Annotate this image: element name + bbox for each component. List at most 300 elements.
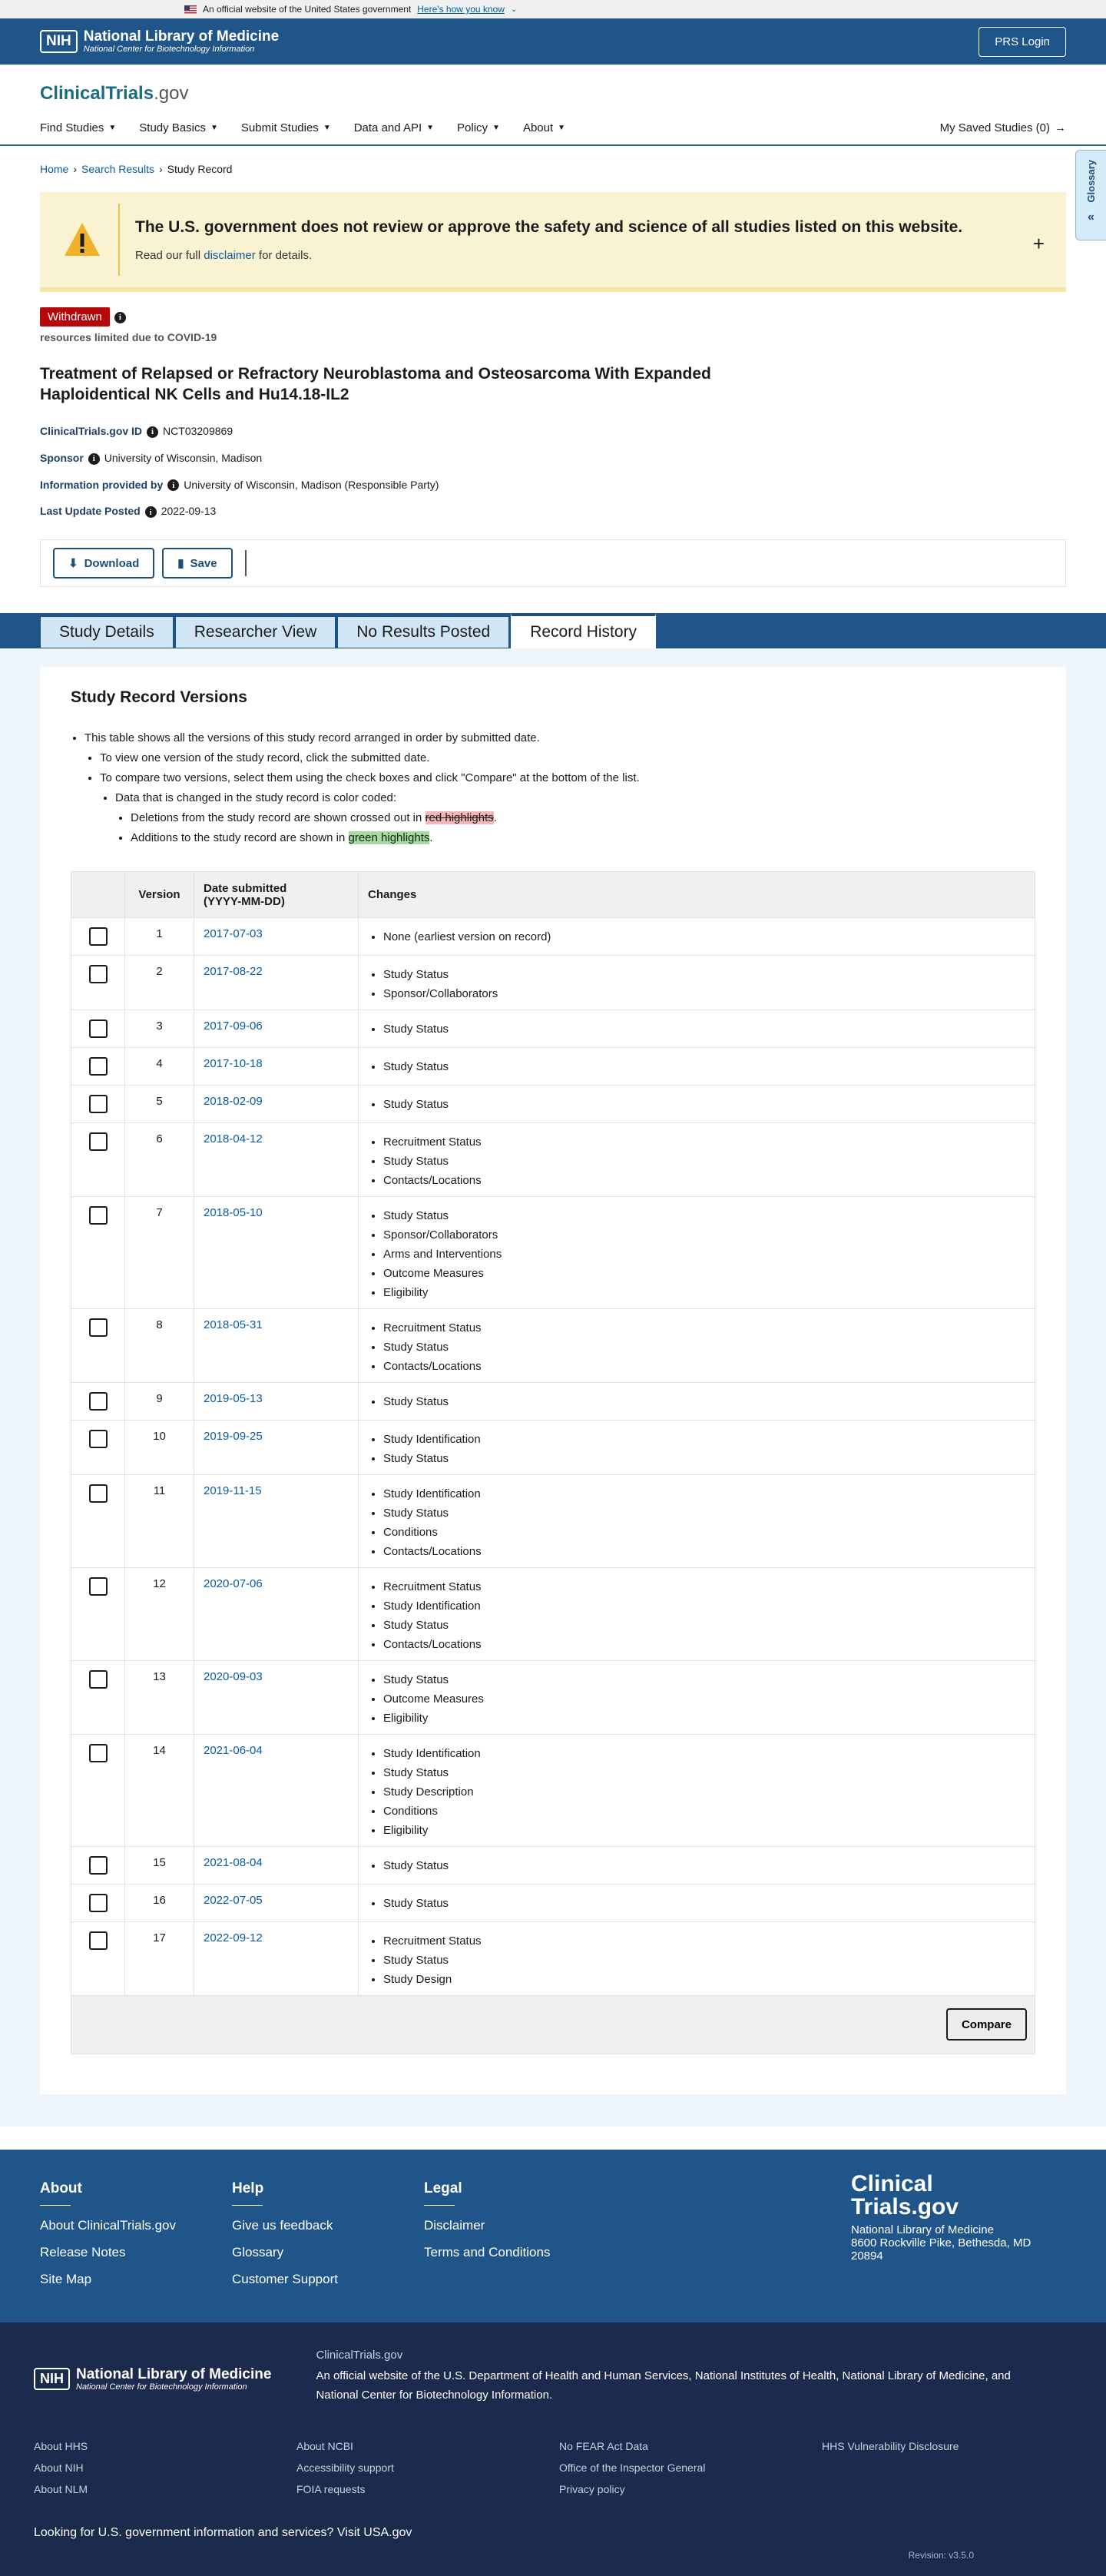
footer-about-heading: About <box>40 2180 82 2197</box>
version-number: 2 <box>125 956 194 1010</box>
version-checkbox[interactable] <box>89 1670 108 1689</box>
date-header-line2: (YYYY-MM-DD) <box>204 894 285 908</box>
chevron-down-icon: ▼ <box>558 124 566 132</box>
footer-link-oig[interactable]: Office of the Inspector General <box>559 2462 706 2475</box>
change-item: • Contacts/Locations <box>383 1542 1025 1561</box>
version-number: 4 <box>125 1048 194 1086</box>
version-number: 9 <box>125 1383 194 1421</box>
version-date-link[interactable]: 2020-09-03 <box>204 1670 263 1684</box>
change-item: • Eligibility <box>383 1283 1025 1302</box>
change-item: • Study Status <box>383 1449 1025 1468</box>
change-item: • Study Status <box>383 1392 1025 1411</box>
footer-link-support[interactable]: Customer Support <box>232 2272 338 2287</box>
footer-nih-subtitle: National Center for Biotechnology Information <box>76 2382 247 2392</box>
arrow-right-icon: → <box>1055 121 1066 134</box>
link-ncbi[interactable]: National Center for Biotechnology Information <box>316 2389 549 2402</box>
version-date-link[interactable]: 2018-04-12 <box>204 1132 263 1146</box>
changes-list <box>368 1484 1025 1561</box>
version-date-cell <box>194 918 359 956</box>
footer-brand-line1: Clinical <box>851 2171 933 2197</box>
version-date-link[interactable]: 2018-05-10 <box>204 1206 263 1220</box>
versions-table-body <box>71 918 1035 1996</box>
prs-login-button[interactable]: PRS Login <box>979 27 1066 57</box>
version-checkbox-cell <box>71 1885 125 1922</box>
instr-intro: • This table shows all the versions of this study record arranged in order by submitted date. <box>84 728 1035 748</box>
change-item: • Study Description <box>383 1782 1025 1802</box>
footer-link-about-nih[interactable]: About NIH <box>34 2462 84 2475</box>
version-number: 15 <box>125 1847 194 1885</box>
warning-icon <box>63 220 101 259</box>
version-checkbox-cell <box>71 1309 125 1383</box>
version-changes-cell <box>359 1048 1035 1086</box>
footer-link-accessibility[interactable]: Accessibility support <box>296 2462 394 2475</box>
action-divider <box>245 550 247 576</box>
version-date-link[interactable]: 2022-07-05 <box>204 1894 263 1908</box>
version-checkbox-cell <box>71 1197 125 1309</box>
version-number: 16 <box>125 1885 194 1922</box>
version-date-link[interactable]: 2021-06-04 <box>204 1744 263 1758</box>
change-item: • Study Status <box>383 1951 1025 1970</box>
footer-address-2: 8600 Rockville Pike, Bethesda, MD <box>851 2236 1031 2250</box>
version-checkbox[interactable] <box>89 1430 108 1448</box>
footer-legal-heading: Legal <box>424 2180 462 2197</box>
last-update-row <box>40 505 1066 518</box>
clinicaltrials-logo[interactable] <box>40 83 1066 104</box>
add-text: Additions to the study record are shown in <box>131 831 346 845</box>
main-nav <box>40 121 1066 134</box>
version-checkbox[interactable] <box>89 1894 108 1912</box>
changes-column-header: Changes <box>359 872 1035 918</box>
footer-official-info <box>316 2349 1022 2405</box>
table-row <box>71 1661 1035 1735</box>
alert-text <box>135 249 962 262</box>
version-number: 1 <box>125 918 194 956</box>
info-icon[interactable]: i <box>88 453 100 465</box>
version-checkbox[interactable] <box>89 965 108 983</box>
table-row <box>71 1847 1035 1885</box>
change-item: • Recruitment Status <box>383 1318 1025 1338</box>
my-saved-studies-link[interactable] <box>940 121 1066 134</box>
tab-no-results-posted[interactable]: No Results Posted <box>337 616 509 648</box>
footer-about-column <box>40 2180 232 2322</box>
version-date-cell <box>194 1847 359 1885</box>
version-number: 12 <box>125 1568 194 1661</box>
compare-button[interactable]: Compare <box>946 2008 1027 2041</box>
version-checkbox[interactable] <box>89 1577 108 1596</box>
footer-help-column <box>232 2180 424 2322</box>
checkbox-column-header <box>71 872 125 918</box>
version-changes-cell <box>359 1847 1035 1885</box>
change-item: • Eligibility <box>383 1821 1025 1840</box>
study-tabs <box>0 613 1106 648</box>
how-you-know-link[interactable]: Here's how you know <box>417 4 505 15</box>
version-number: 13 <box>125 1661 194 1735</box>
instr-bullet-2: • To compare two versions, select them using the check boxes and click "Compare" at the bottom of the list. <box>100 768 1035 788</box>
table-row <box>71 1735 1035 1847</box>
footer-link-foia[interactable]: FOIA requests <box>296 2483 366 2496</box>
version-date-cell <box>194 1010 359 1048</box>
version-number: 5 <box>125 1086 194 1123</box>
version-changes-cell <box>359 1475 1035 1568</box>
version-changes-cell <box>359 1922 1035 1996</box>
nih-header <box>0 18 1106 65</box>
footer-nih-title: National Library of Medicine <box>76 2365 272 2382</box>
nav-data-api[interactable] <box>354 121 434 134</box>
version-date-link[interactable]: 2017-09-06 <box>204 1019 263 1033</box>
link-nih[interactable]: National Institutes of Health <box>694 2369 836 2383</box>
change-item: • Outcome Measures <box>383 1264 1025 1283</box>
change-item: • Study Identification <box>383 1596 1025 1616</box>
version-number: 10 <box>125 1421 194 1475</box>
change-item: • Study Status <box>383 1095 1025 1114</box>
glossary-tab-label: Glossary <box>1085 160 1097 203</box>
footer-link-release-notes[interactable]: Release Notes <box>40 2245 126 2260</box>
info-icon[interactable]: i <box>147 426 158 438</box>
changes-list <box>368 1894 1025 1913</box>
nih-logo-badge: NIH <box>40 30 78 53</box>
change-item: • Outcome Measures <box>383 1689 1025 1709</box>
logo-main: ClinicalTrials <box>40 83 154 104</box>
version-checkbox[interactable] <box>89 927 108 946</box>
change-item: • Arms and Interventions <box>383 1245 1025 1264</box>
version-changes-cell <box>359 1735 1035 1847</box>
footer-link-about-ncbi[interactable]: About NCBI <box>296 2440 353 2453</box>
footer-link-feedback[interactable]: Give us feedback <box>232 2218 333 2233</box>
change-item: • Study Status <box>383 1616 1025 1635</box>
official-prefix: An official website of the <box>316 2369 440 2383</box>
changes-list <box>368 1430 1025 1468</box>
status-reason: resources limited due to COVID-19 <box>40 331 217 343</box>
table-row <box>71 1421 1035 1475</box>
version-number: 7 <box>125 1197 194 1309</box>
change-item: • Study Status <box>383 1338 1025 1357</box>
table-row <box>71 1568 1035 1661</box>
breadcrumb-home[interactable]: Home <box>40 163 69 175</box>
download-icon: ⬇ <box>68 557 78 571</box>
change-item: • Study Status <box>383 1019 1025 1039</box>
version-checkbox[interactable] <box>89 1931 108 1950</box>
version-date-cell <box>194 956 359 1010</box>
alert-text-before: Read our full <box>135 248 201 262</box>
change-item: • Study Status <box>383 1152 1025 1171</box>
study-id-value: NCT03209869 <box>163 425 233 437</box>
change-item: • None (earliest version on record) <box>383 927 1025 947</box>
nav-label: About <box>522 121 554 134</box>
version-date-link[interactable]: 2021-08-04 <box>204 1856 263 1870</box>
table-row <box>71 1309 1035 1383</box>
nav-label: Data and API <box>353 121 422 134</box>
instr-bullet-1: • To view one version of the study record, click the submitted date. <box>100 748 1035 768</box>
version-changes-cell <box>359 1383 1035 1421</box>
tab-record-history[interactable]: Record History <box>511 613 656 648</box>
tab-study-details[interactable]: Study Details <box>40 616 174 648</box>
nav-about[interactable] <box>523 121 565 134</box>
version-date-link[interactable]: 2017-10-18 <box>204 1057 263 1071</box>
version-checkbox-cell <box>71 1010 125 1048</box>
footer-address-1: National Library of Medicine <box>851 2223 994 2237</box>
version-date-cell <box>194 1123 359 1197</box>
breadcrumb-search-results[interactable]: Search Results <box>81 163 154 175</box>
record-panel <box>40 667 1066 2094</box>
version-checkbox[interactable] <box>89 1206 108 1225</box>
version-checkbox[interactable] <box>89 1318 108 1337</box>
change-item: • Study Identification <box>383 1744 1025 1763</box>
version-checkbox[interactable] <box>89 1744 108 1762</box>
record-heading: Study Record Versions <box>71 688 247 707</box>
disclaimer-link[interactable]: disclaimer <box>204 248 256 262</box>
version-checkbox-cell <box>71 1048 125 1086</box>
double-chevron-left-icon: « <box>1088 210 1094 224</box>
version-changes-cell <box>359 1309 1035 1383</box>
compare-row <box>71 1996 1035 2054</box>
chevron-down-icon[interactable]: ⌄ <box>510 5 518 14</box>
breadcrumb-current: Study Record <box>167 163 233 175</box>
nav-find-studies[interactable] <box>40 121 116 134</box>
sponsor-row <box>40 452 1066 465</box>
version-number: 11 <box>125 1475 194 1568</box>
table-header-row <box>71 872 1035 918</box>
footer-link-about-hhs[interactable]: About HHS <box>34 2440 88 2453</box>
table-row <box>71 956 1035 1010</box>
change-item: • Recruitment Status <box>383 1931 1025 1951</box>
version-changes-cell <box>359 1661 1035 1735</box>
nav-label: Find Studies <box>40 121 104 134</box>
footer-rule <box>40 2205 71 2206</box>
study-id-label: ClinicalTrials.gov ID <box>40 425 143 437</box>
version-changes-cell <box>359 1421 1035 1475</box>
site-header <box>0 65 1106 146</box>
version-changes-cell <box>359 956 1035 1010</box>
info-icon[interactable]: i <box>145 506 157 518</box>
table-row <box>71 1010 1035 1048</box>
change-item: • Recruitment Status <box>383 1132 1025 1152</box>
version-date-link[interactable]: 2017-07-03 <box>204 927 263 941</box>
version-checkbox[interactable] <box>89 1019 108 1038</box>
version-checkbox[interactable] <box>89 1132 108 1151</box>
version-date-cell <box>194 1568 359 1661</box>
change-item: • Contacts/Locations <box>383 1635 1025 1654</box>
table-row <box>71 1048 1035 1086</box>
compare-cell <box>71 1996 1035 2054</box>
save-label: Save <box>190 556 217 570</box>
version-date-link[interactable]: 2018-05-31 <box>204 1318 263 1332</box>
instr-bullet-3: • Data that is changed in the study record is color coded: <box>115 788 1035 808</box>
version-changes-cell <box>359 1123 1035 1197</box>
footer-address-3: 20894 <box>851 2249 883 2263</box>
changes-list <box>368 1206 1025 1302</box>
last-update-label: Last Update Posted <box>40 505 141 518</box>
changes-list <box>368 1057 1025 1076</box>
footer-rule <box>232 2205 263 2206</box>
table-row <box>71 1197 1035 1309</box>
version-date-link[interactable]: 2019-05-13 <box>204 1392 263 1406</box>
instr-additions: • Additions to the study record are shown in green highlights. <box>131 828 1035 848</box>
date-column-header <box>194 872 359 918</box>
version-number: 3 <box>125 1010 194 1048</box>
chevron-down-icon: ▼ <box>323 124 331 132</box>
version-checkbox-cell <box>71 1661 125 1735</box>
version-date-link[interactable]: 2018-02-09 <box>204 1095 263 1109</box>
version-checkbox[interactable] <box>89 1392 108 1411</box>
version-number: 6 <box>125 1123 194 1197</box>
sponsor-value: University of Wisconsin, Madison <box>104 451 263 464</box>
footer-link-terms[interactable]: Terms and Conditions <box>424 2245 551 2260</box>
link-hhs[interactable]: U.S. Department of Health and Human Services <box>443 2369 689 2383</box>
changes-list <box>368 1318 1025 1376</box>
instr-deletions: • Deletions from the study record are shown crossed out in red highlights. <box>131 808 1035 828</box>
download-label: Download <box>84 556 140 570</box>
change-item: • Study Status <box>383 1763 1025 1782</box>
tab-researcher-view[interactable]: Researcher View <box>175 616 336 648</box>
info-icon[interactable]: i <box>167 479 179 491</box>
nih-logo-title: National Library of Medicine <box>83 28 280 45</box>
version-date-cell <box>194 1735 359 1847</box>
save-button[interactable] <box>162 548 232 579</box>
version-changes-cell <box>359 1885 1035 1922</box>
version-checkbox[interactable] <box>89 1484 108 1503</box>
version-date-cell <box>194 1197 359 1309</box>
version-date-cell <box>194 1309 359 1383</box>
version-changes-cell <box>359 1010 1035 1048</box>
us-flag-icon <box>184 5 197 14</box>
date-header-line1: Date submitted <box>204 881 287 895</box>
version-changes-cell <box>359 1086 1035 1123</box>
red-highlight-sample: red highlights <box>425 811 494 825</box>
footer-legal-column <box>424 2180 616 2322</box>
version-date-link[interactable]: 2022-09-12 <box>204 1931 263 1945</box>
table-row <box>71 1922 1035 1996</box>
version-checkbox-cell <box>71 918 125 956</box>
table-row <box>71 1123 1035 1197</box>
expand-plus-icon[interactable]: + <box>1032 232 1045 255</box>
version-number: 14 <box>125 1735 194 1847</box>
table-row <box>71 918 1035 956</box>
chevron-down-icon: ▼ <box>492 124 500 132</box>
revision-label: Revision: v3.5.0 <box>908 2550 974 2561</box>
version-date-link[interactable]: 2019-11-15 <box>204 1484 262 1498</box>
footer-links-grid <box>34 2440 1072 2495</box>
change-item: • Recruitment Status <box>383 1577 1025 1596</box>
footer-link-about-ctg[interactable]: About ClinicalTrials.gov <box>40 2218 176 2233</box>
footer-brand <box>851 2173 1031 2263</box>
chevron-down-icon: ▼ <box>210 124 218 132</box>
change-item: • Study Status <box>383 1503 1025 1523</box>
download-button[interactable] <box>53 548 154 579</box>
nav-policy[interactable] <box>457 121 500 134</box>
version-date-link[interactable]: 2020-07-06 <box>204 1577 263 1591</box>
change-item: • Study Status <box>383 965 1025 984</box>
changes-list <box>368 927 1025 947</box>
chevron-down-icon: ▼ <box>108 124 117 132</box>
del-text: Deletions from the study record are shown crossed out in <box>131 811 422 825</box>
nav-study-basics[interactable] <box>139 121 218 134</box>
version-date-cell <box>194 1421 359 1475</box>
version-checkbox-cell <box>71 1086 125 1123</box>
chevron-down-icon: ▼ <box>426 124 435 132</box>
usa-gov-link[interactable]: Visit USA.gov <box>336 2526 412 2540</box>
change-item: • Study Status <box>383 1057 1025 1076</box>
footer-brand-line2: Trials.gov <box>851 2194 959 2220</box>
version-date-link[interactable]: 2017-08-22 <box>204 965 263 979</box>
nav-submit-studies[interactable] <box>241 121 331 134</box>
info-provided-row <box>40 479 1066 492</box>
footer-nih-logo[interactable] <box>34 2353 271 2405</box>
footer-link-glossary[interactable]: Glossary <box>232 2245 284 2260</box>
nih-logo-subtitle: National Center for Biotechnology Information <box>83 45 255 54</box>
alert-divider <box>118 204 120 276</box>
changes-list <box>368 1856 1025 1875</box>
chevron-right-icon: › <box>73 163 78 175</box>
version-checkbox[interactable] <box>89 1856 108 1875</box>
change-item: • Contacts/Locations <box>383 1357 1025 1376</box>
breadcrumb <box>0 146 1106 192</box>
footer-link-privacy[interactable]: Privacy policy <box>559 2483 625 2496</box>
table-row <box>71 1383 1035 1421</box>
footer-link-no-fear[interactable]: No FEAR Act Data <box>559 2440 648 2453</box>
version-checkbox-cell <box>71 1123 125 1197</box>
info-provided-label: Information provided by <box>40 478 164 491</box>
nav-label: Policy <box>457 121 488 134</box>
change-item: • Study Status <box>383 1206 1025 1225</box>
change-item: • Eligibility <box>383 1709 1025 1728</box>
gov-banner-text: An official website of the United States government <box>203 4 412 15</box>
footer-link-site-map[interactable]: Site Map <box>40 2272 92 2287</box>
changes-list <box>368 1132 1025 1190</box>
version-checkbox-cell <box>71 1847 125 1885</box>
last-update-value: 2022-09-13 <box>161 505 217 518</box>
status-badge: Withdrawn <box>40 307 110 327</box>
nih-logo[interactable] <box>40 29 279 54</box>
record-history-area <box>0 648 1106 2127</box>
version-date-link[interactable]: 2019-09-25 <box>204 1430 263 1444</box>
version-checkbox[interactable] <box>89 1095 108 1113</box>
footer-ctg-label: ClinicalTrials.gov <box>316 2349 403 2362</box>
footer-link-disclaimer[interactable]: Disclaimer <box>424 2218 485 2233</box>
footer-help-heading: Help <box>232 2180 264 2197</box>
bookmark-icon: ▮ <box>177 557 184 571</box>
version-date-cell <box>194 1086 359 1123</box>
version-checkbox-cell <box>71 1475 125 1568</box>
change-item: • Sponsor/Collaborators <box>383 984 1025 1003</box>
info-icon[interactable]: i <box>114 312 126 323</box>
footer-grid-spacer <box>822 2462 1084 2474</box>
disclaimer-alert <box>40 192 1066 292</box>
study-title: Treatment of Relapsed or Refractory Neuroblastoma and Osteosarcoma With Expanded Haploidentical NK Cells and Hu14.18-IL2 <box>40 365 711 403</box>
site-footer <box>0 2150 1106 2322</box>
footer-official-text: An official website of the U.S. Department of Health and Human Services, National Institutes of Health, National Library of Medicine, and National Center for Biotechnology Information. <box>316 2369 1011 2402</box>
footer-link-about-nlm[interactable]: About NLM <box>34 2483 88 2496</box>
link-nlm[interactable]: National Library of Medicine <box>842 2369 985 2383</box>
gov-banner <box>0 0 1106 18</box>
glossary-tab[interactable] <box>1075 150 1106 240</box>
green-highlight-sample: green highlights <box>348 831 430 845</box>
footer-link-hhs-vuln[interactable]: HHS Vulnerability Disclosure <box>822 2440 959 2453</box>
change-item: • Sponsor/Collaborators <box>383 1225 1025 1245</box>
version-checkbox[interactable] <box>89 1057 108 1076</box>
logo-suffix: .gov <box>154 83 189 104</box>
usa-gov-line <box>34 2526 1072 2540</box>
study-summary <box>0 292 1106 518</box>
alert-heading: The U.S. government does not review or approve the safety and science of all studies listed on this website. <box>135 217 963 236</box>
alert-text-after: for details. <box>258 248 313 262</box>
version-number: 17 <box>125 1922 194 1996</box>
changes-list <box>368 1577 1025 1654</box>
change-item: • Study Status <box>383 1894 1025 1913</box>
study-id-row <box>40 425 1066 438</box>
changes-list <box>368 1670 1025 1728</box>
change-item: • Study Identification <box>383 1430 1025 1449</box>
chevron-right-icon: › <box>158 163 163 175</box>
